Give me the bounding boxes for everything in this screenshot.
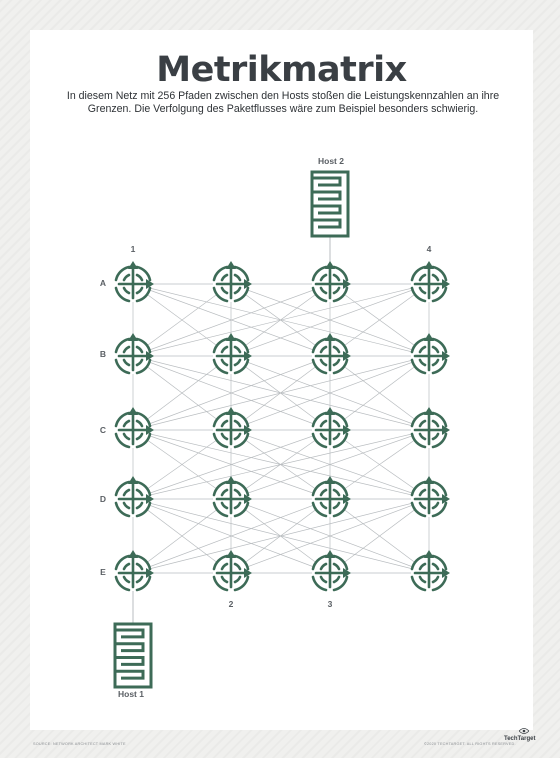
router-icon-e3 [312, 550, 351, 591]
router-icon-c1 [115, 407, 154, 448]
router-icon-a4 [411, 261, 450, 302]
eye-logo-icon [519, 728, 529, 734]
router-icon-a3 [312, 261, 351, 302]
page-title: Metrikmatrix [156, 50, 407, 90]
host-top-server-icon [312, 172, 348, 236]
row-label-e: E [100, 567, 106, 577]
router-icon-d3 [312, 476, 351, 517]
router-icon-e4 [411, 550, 450, 591]
router-icon-b3 [312, 333, 351, 374]
connection-lines [133, 284, 429, 573]
host-top-label: Host 2 [318, 156, 344, 166]
footer-copyright: ©2020 TECHTARGET. ALL RIGHTS RESERVED. [424, 742, 516, 746]
router-icon-d2 [213, 476, 252, 517]
router-icon-a2 [213, 261, 252, 302]
router-grid [115, 261, 450, 591]
page-subtitle: In diesem Netz mit 256 Pfaden zwischen den Hosts stoßen die Leistungskennzahlen an ihre Grenzen. Die Verfolgung des Paketflusses wäre zum Beispiel besonders schwierig. [66, 90, 500, 115]
router-icon-b4 [411, 333, 450, 374]
router-icon-e1 [115, 550, 154, 591]
router-icon-c2 [213, 407, 252, 448]
column-label-3: 3 [327, 599, 333, 609]
router-icon-d4 [411, 476, 450, 517]
router-icon-e2 [213, 550, 252, 591]
column-label-2: 2 [228, 599, 234, 609]
footer-source: SOURCE: NETWORK ARCHITECT MARK WHITE [33, 742, 126, 746]
column-label-1: 1 [130, 244, 136, 254]
router-icon-c4 [411, 407, 450, 448]
row-label-d: D [99, 494, 107, 504]
row-label-c: C [99, 425, 107, 435]
router-icon-c3 [312, 407, 351, 448]
router-icon-a1 [115, 261, 154, 302]
techtarget-logo: TechTarget [504, 736, 536, 742]
host-bottom-server-icon [115, 624, 151, 687]
row-label-a: A [99, 278, 107, 288]
row-label-b: B [99, 349, 107, 359]
host-bottom-label: Host 1 [118, 689, 144, 699]
router-icon-b2 [213, 333, 252, 374]
column-label-4: 4 [426, 244, 432, 254]
